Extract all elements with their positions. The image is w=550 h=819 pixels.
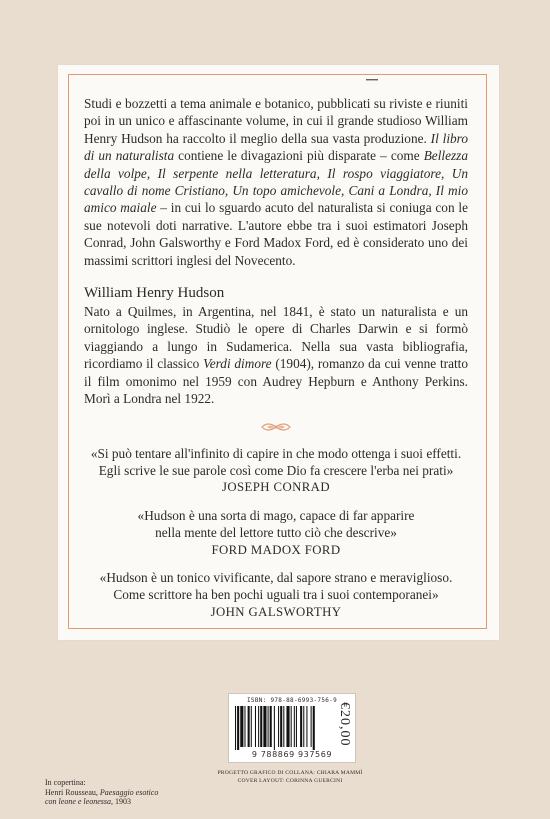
cover-artist: Henri Rousseau,	[45, 787, 100, 797]
barcode-bar	[270, 706, 272, 747]
barcode-bar	[244, 706, 245, 747]
cover-title-1: Paesaggio esotico	[99, 787, 159, 797]
barcode-bar	[280, 706, 282, 747]
quote-galsworthy	[84, 569, 468, 621]
barcode-bar	[286, 706, 289, 747]
barcode-bar	[260, 706, 262, 747]
barcode-bar	[306, 706, 307, 747]
quote-author: FORD MADOX FORD	[211, 542, 341, 557]
intro-book-title: Il libro di un naturalista	[84, 130, 468, 164]
isbn-label: ISBN: 978-88-6993-756-9	[247, 697, 337, 704]
author-name: William Henry Hudson	[84, 285, 225, 302]
quote-line: «Hudson è un tonico vivificante, dal sapore strano e meraviglioso.	[99, 569, 453, 585]
cover-caption-line	[45, 797, 195, 807]
intro-text-2: contiene le divagazioni più disparate – come	[174, 148, 424, 164]
barcode-bar	[263, 706, 266, 747]
barcode-bar	[296, 706, 297, 747]
barcode-bar	[235, 706, 236, 750]
cover-caption-line	[45, 788, 195, 798]
ornament-divider	[260, 420, 292, 434]
barcode-bar	[240, 706, 243, 747]
intro-titles-list: Bellezza della volpe, Il serpente nella letteratura, Il rospo viaggiatore, Un cavallo di nome Cristiano, Un topo amichevole, Cani a Londra, Il mio amico maiale	[84, 148, 468, 216]
quote-line: «Si può tentare all'infinito di capire in che modo ottenga i suoi effetti.	[90, 445, 462, 461]
cover-year: , 1903	[110, 797, 131, 807]
bio-text-1: Nato a Quilmes, in Argentina, nel 1841, è stato un naturalista e un ornitologo inglese. Studiò le opere di Charles Darwin e si formò viaggiando a lungo in Sudamerica. Nella sua vasta bibliografia, ricordiamo il classico	[84, 304, 468, 372]
price: €20,00	[337, 702, 352, 747]
intro-text-1: Studi e bozzetti a tema animale e botanico, pubblicati su riviste e riuniti poi in un unico e affascinante volume, in cui il grande studioso William Henry Hudson ha raccolto il meglio della sua vasta produzione.	[84, 96, 468, 146]
barcode-bars	[235, 706, 349, 750]
barcode-bar	[300, 706, 302, 747]
cover-title-2: con leone e leonessa	[45, 797, 111, 807]
quote-author: JOSEPH CONRAD	[222, 480, 330, 495]
barcode-bar	[251, 706, 252, 747]
quote-conrad	[84, 445, 468, 497]
quote-line: «Hudson è una sorta di mago, capace di far apparire	[137, 507, 415, 523]
barcode-bar	[255, 706, 256, 747]
barcode-bar	[248, 706, 250, 747]
bio-text-2: (1904), romanzo da cui venne tratto il film omonimo nel 1959 con Audrey Hepburn e Anthony Perkins. Morì a Londra nel 1922.	[84, 356, 469, 407]
ean-digits: 9 788869 937569	[251, 750, 333, 759]
barcode-bar	[311, 706, 312, 747]
intro-text-3: – in cui lo sguardo acuto del naturalista si coniuga con le sue notevoli doti narrative. L'autore ebbe tra i suoi estimatori Joseph Conrad, John Galsworthy e Ford Madox Ford, ed è considerato uno dei massimi scrittori inglesi del Novecento.	[84, 200, 468, 268]
credit-line: PROGETTO GRAFICO DI COLLANA: CHIARA MAMMÌ	[217, 770, 363, 776]
barcode-bar	[278, 706, 279, 747]
barcode-bar	[313, 706, 315, 750]
quote-line: Egli scrive le sue parole così come Dio fa crescere l'erba nei prati»	[98, 462, 454, 478]
barcode-bar	[291, 706, 292, 747]
barcode-bar	[274, 706, 275, 750]
barcode-bar	[268, 706, 269, 747]
barcode-bar	[258, 706, 259, 747]
barcode-bar	[294, 706, 295, 747]
back-cover-text	[84, 95, 468, 621]
quote-line: nella mente del lettore tutto ciò che descrive»	[155, 525, 397, 541]
author-bio	[84, 303, 468, 407]
dash-mark	[366, 79, 378, 81]
cover-caption-label: In copertina:	[45, 778, 86, 787]
barcode-bar	[283, 706, 284, 747]
quote-ford	[84, 507, 468, 559]
design-credits	[208, 769, 372, 785]
credit-line: COVER LAYOUT: CORINNA GUERCINI	[237, 778, 343, 784]
quote-line: Come scrittore ha ben pochi uguali tra i suoi contemporanei»	[113, 587, 439, 603]
barcode-bar	[237, 706, 239, 750]
bio-book-title: Verdi dimore	[203, 356, 272, 372]
intro-paragraph	[84, 95, 468, 269]
cover-caption	[45, 778, 195, 807]
quote-author: JOHN GALSWORTHY	[210, 604, 342, 619]
barcode-bar	[303, 706, 304, 747]
